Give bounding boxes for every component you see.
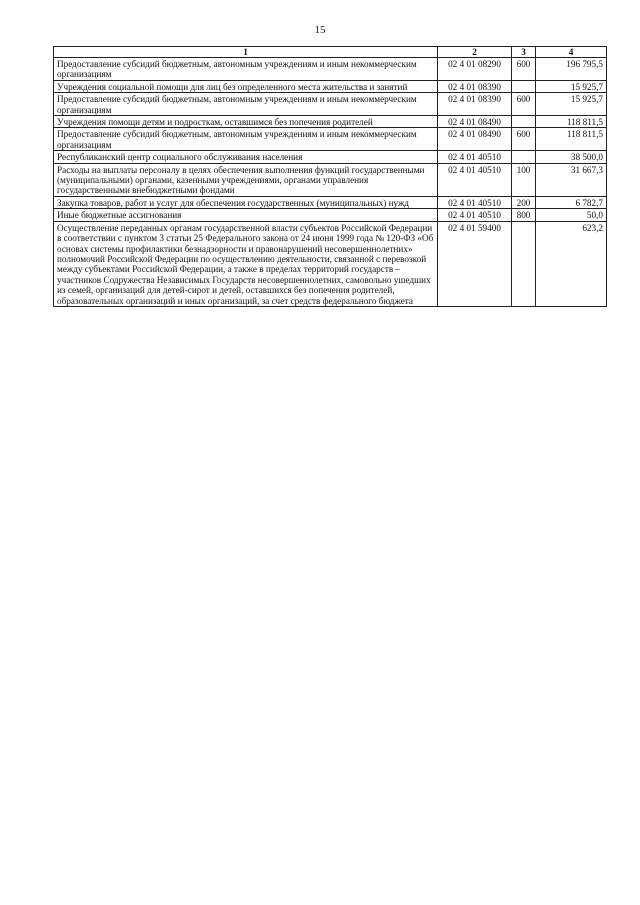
budget-table: [53, 46, 607, 307]
row-type: 800: [512, 209, 536, 221]
table-row: [54, 196, 607, 208]
row-code: 02 4 01 59400: [438, 221, 512, 306]
row-sum: 623,2: [536, 221, 607, 306]
row-name: Осуществление переданных органам государственной власти субъектов Российской Федерации в соответствии с пунктом 3 статьи 25 Федерального закона от 24 июня 1999 года № 120-ФЗ «Об основах системы профилактики безнадзорности и правонарушений несовершеннолетних» полномочий Российской Федерации по осуществлению деятельности, связанной с перевозкой между субъектами Российской Федерации, а также в пределах территорий государств – участников Содружества Независимых Государств несовершеннолетних, самовольно ушедших из семей, организаций для детей-сирот и детей, оставшихся без попечения родителей, образовательных организаций и иных организаций, за счет средств федерального бюджета: [54, 221, 438, 306]
row-sum: 31 667,3: [536, 163, 607, 196]
header-col-name: 1: [54, 47, 438, 58]
row-type: 600: [512, 128, 536, 151]
row-name: Расходы на выплаты персоналу в целях обеспечения выполнения функций государственными (муниципальными) органами, казенными учреждениями, органами управления государственными внебюджетными фондами: [54, 163, 438, 196]
row-sum: 15 925,7: [536, 80, 607, 92]
row-code: 02 4 01 40510: [438, 209, 512, 221]
row-sum: 15 925,7: [536, 93, 607, 116]
row-name: Предоставление субсидий бюджетным, автономным учреждениям и иным некоммерческим организациям: [54, 93, 438, 116]
row-code: 02 4 01 08390: [438, 80, 512, 92]
row-code: 02 4 01 08390: [438, 93, 512, 116]
table-header-row: [54, 47, 607, 58]
header-col-code: 2: [438, 47, 512, 58]
row-type: 200: [512, 196, 536, 208]
row-code: 02 4 01 08490: [438, 128, 512, 151]
row-name: Учреждения социальной помощи для лиц без определенного места жительства и занятий: [54, 80, 438, 92]
row-type: 600: [512, 58, 536, 81]
row-type: [512, 80, 536, 92]
table-row: [54, 93, 607, 116]
header-col-sum: 4: [536, 47, 607, 58]
row-name: Закупка товаров, работ и услуг для обеспечения государственных (муниципальных) нужд: [54, 196, 438, 208]
row-sum: 118 811,5: [536, 128, 607, 151]
header-col-type: 3: [512, 47, 536, 58]
row-code: 02 4 01 40510: [438, 151, 512, 163]
row-name: Республиканский центр социального обслуживания населения: [54, 151, 438, 163]
table-row: [54, 221, 607, 306]
row-type: 600: [512, 93, 536, 116]
row-name: Учреждения помощи детям и подросткам, оставшимся без попечения родителей: [54, 116, 438, 128]
row-sum: 118 811,5: [536, 116, 607, 128]
row-name: Предоставление субсидий бюджетным, автономным учреждениям и иным некоммерческим организациям: [54, 128, 438, 151]
row-code: 02 4 01 40510: [438, 163, 512, 196]
table-row: [54, 80, 607, 92]
row-type: [512, 116, 536, 128]
table-row: [54, 116, 607, 128]
row-code: 02 4 01 40510: [438, 196, 512, 208]
row-name: Предоставление субсидий бюджетным, автономным учреждениям и иным некоммерческим организациям: [54, 58, 438, 81]
page-number: 15: [314, 24, 326, 36]
row-sum: 6 782,7: [536, 196, 607, 208]
row-type: 100: [512, 163, 536, 196]
row-code: 02 4 01 08290: [438, 58, 512, 81]
row-name: Иные бюджетные ассигнования: [54, 209, 438, 221]
row-sum: 196 795,5: [536, 58, 607, 81]
row-code: 02 4 01 08490: [438, 116, 512, 128]
row-sum: 50,0: [536, 209, 607, 221]
row-type: [512, 151, 536, 163]
row-sum: 38 500,0: [536, 151, 607, 163]
row-type: [512, 221, 536, 306]
table-row: [54, 151, 607, 163]
table-row: [54, 209, 607, 221]
table-row: [54, 58, 607, 81]
table-row: [54, 163, 607, 196]
table-row: [54, 128, 607, 151]
